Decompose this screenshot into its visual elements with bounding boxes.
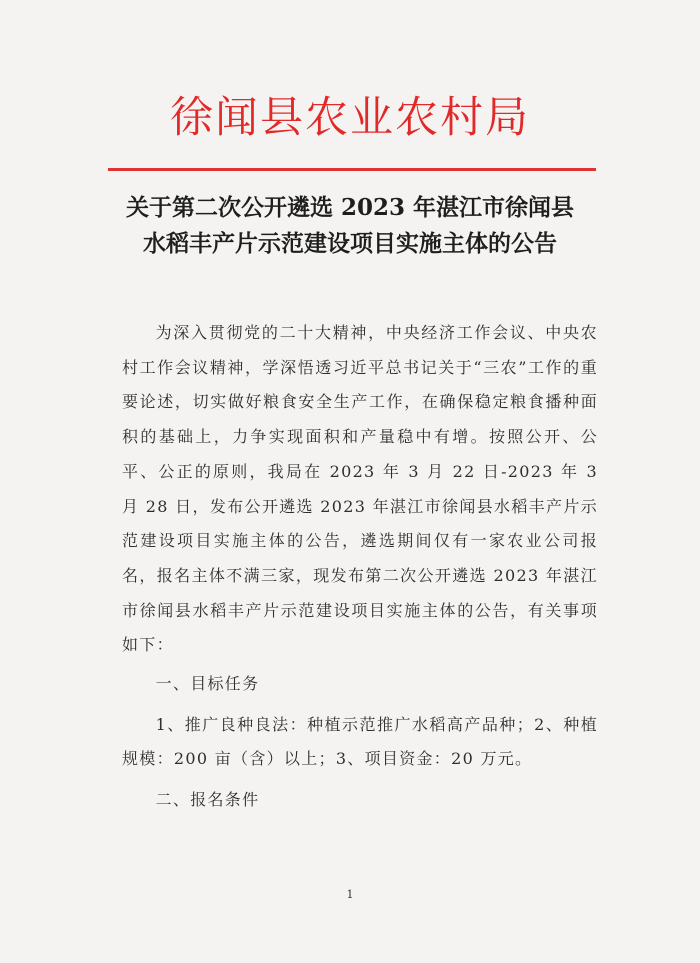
notice-title-line-1: 关于第二次公开遴选 2023 年湛江市徐闻县	[125, 194, 575, 221]
agency-name-header: 徐闻县农业农村局	[170, 93, 530, 143]
notice-title	[0, 190, 700, 262]
notice-title-line-2: 水稻丰产片示范建设项目实施主体的公告	[143, 230, 557, 257]
notice-body	[122, 316, 598, 818]
page-number: 1	[346, 888, 354, 901]
section-1-text: 1、推广良种良法：种植示范推广水稻高产品种；2、种植规模：200 亩（含）以上；3、项目资金：20 万元。	[122, 714, 598, 769]
section-2-heading: 二、报名条件	[155, 790, 260, 810]
intro-paragraph: 为深入贯彻党的二十大精神，中央经济工作会议、中央农村工作会议精神，学深悟透习近平总书记关于“三农”工作的重要论述，切实做好粮食安全生产工作，在确保稳定粮食播种面积的基础上，力争实现面积和产量稳中有增。按照公开、公平、公正的原则，我局在 2023 年 3 月 22 日-2023 年 3 月 28 日，发布公开遴选 2023 年湛江市徐闻县水稻丰产片示范建设项目实施主体的公告，遴选期间仅有一家农业公司报名，报名主体不满三家，现发布第二次公开遴选 2023 年湛江市徐闻县水稻丰产片示范建设项目实施主体的公告，有关事项如下：	[122, 323, 598, 655]
section-1-heading: 一、目标任务	[155, 674, 260, 694]
red-divider-line	[108, 168, 596, 171]
